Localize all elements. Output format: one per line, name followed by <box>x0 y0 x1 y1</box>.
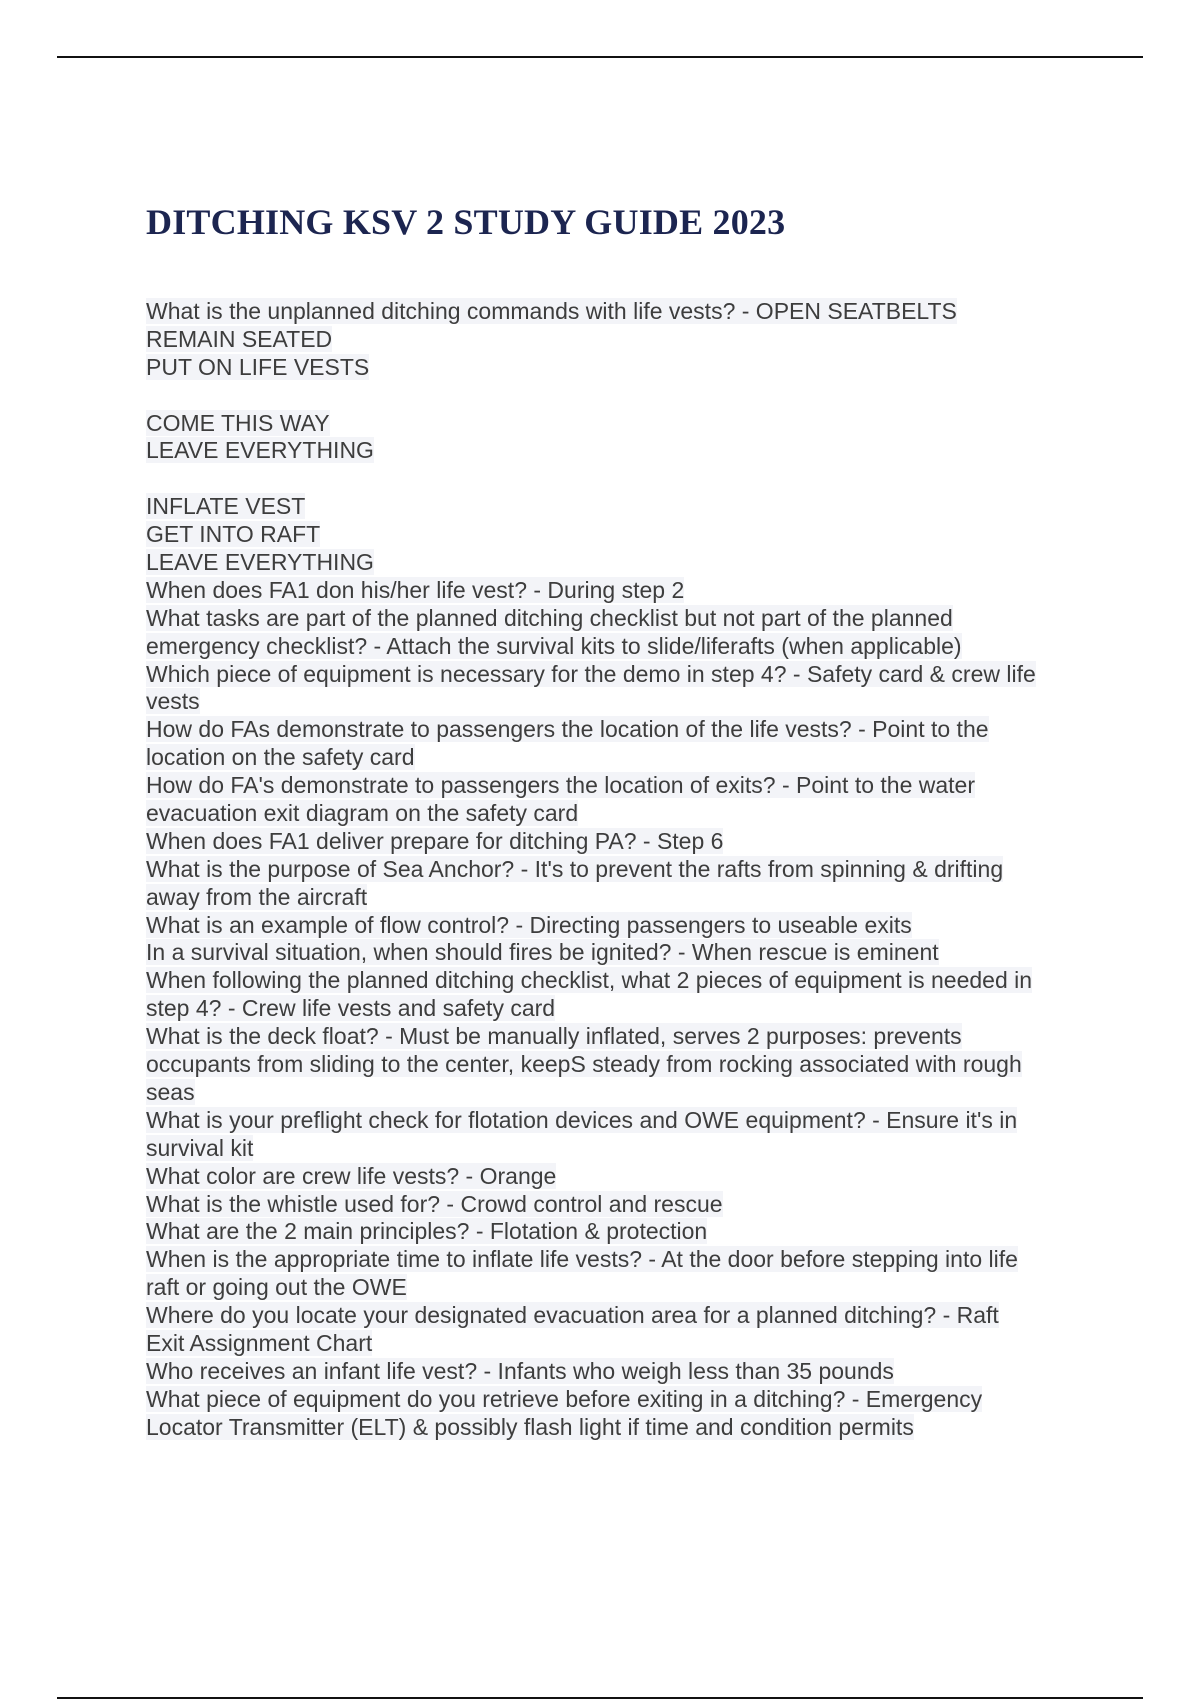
text-line <box>146 521 1106 549</box>
bottom-rule <box>57 1697 1143 1699</box>
text-line <box>146 800 1106 828</box>
text-line-content: What is an example of flow control? - Directing passengers to useable exits <box>146 911 912 938</box>
text-line-content: LEAVE EVERYTHING <box>146 549 374 576</box>
text-line-content: vests <box>146 688 200 715</box>
text-line <box>146 884 1106 912</box>
text-line-content: What color are crew life vests? - Orange <box>146 1162 557 1189</box>
text-line <box>146 410 1106 438</box>
text-line-content: survival kit <box>146 1134 254 1161</box>
text-line-content: INFLATE VEST <box>146 493 306 520</box>
text-line-content: Which piece of equipment is necessary for the demo in step 4? - Safety card & crew life <box>146 660 1036 687</box>
text-line <box>146 1414 1106 1442</box>
text-line-content: When does FA1 deliver prepare for ditching PA? - Step 6 <box>146 827 724 854</box>
text-line <box>146 688 1106 716</box>
top-rule <box>57 56 1143 58</box>
text-line <box>146 577 1106 605</box>
text-line <box>146 856 1106 884</box>
text-line <box>146 912 1106 940</box>
document-title: DITCHING KSV 2 STUDY GUIDE 2023 <box>146 202 786 242</box>
text-line-content: What is the purpose of Sea Anchor? - It's to prevent the rafts from spinning & drifting <box>146 855 1004 882</box>
text-line <box>146 1358 1106 1386</box>
text-line-content: Exit Assignment Chart <box>146 1329 373 1356</box>
text-line <box>146 1218 1106 1246</box>
text-line <box>146 493 1106 521</box>
text-line <box>146 772 1106 800</box>
text-line-content: evacuation exit diagram on the safety card <box>146 800 579 827</box>
text-line <box>146 354 1106 382</box>
text-line <box>146 605 1106 633</box>
text-line-content: What is the unplanned ditching commands with life vests? - OPEN SEATBELTS <box>146 298 957 324</box>
text-line-content: step 4? - Crew life vests and safety card <box>146 995 556 1022</box>
text-line-content: COME THIS WAY <box>146 409 330 436</box>
text-line <box>146 716 1106 744</box>
text-line <box>146 1302 1106 1330</box>
text-line <box>146 437 1106 465</box>
text-line <box>146 967 1106 995</box>
blank-line <box>146 465 1106 493</box>
text-line-content: How do FA's demonstrate to passengers the location of exits? - Point to the water <box>146 772 975 799</box>
text-line-content: LEAVE EVERYTHING <box>146 437 374 464</box>
text-line-content: What are the 2 main principles? - Flotation & protection <box>146 1218 708 1245</box>
text-line <box>146 661 1106 689</box>
text-line <box>146 828 1106 856</box>
text-line-content: What piece of equipment do you retrieve before exiting in a ditching? - Emergency <box>146 1385 983 1412</box>
text-line-content: REMAIN SEATED <box>146 325 333 352</box>
text-line-content: away from the aircraft <box>146 883 368 910</box>
text-line <box>146 1386 1106 1414</box>
text-line <box>146 1079 1106 1107</box>
text-line-content: How do FAs demonstrate to passengers the location of the life vests? - Point to the <box>146 716 989 743</box>
text-line-content: Where do you locate your designated evacuation area for a planned ditching? - Raft <box>146 1302 999 1329</box>
text-line-content: In a survival situation, when should fires be ignited? - When rescue is eminent <box>146 939 939 966</box>
text-line <box>146 1023 1106 1051</box>
text-line <box>146 939 1106 967</box>
text-line <box>146 549 1106 577</box>
text-line-content: raft or going out the OWE <box>146 1274 407 1301</box>
text-line <box>146 1051 1106 1079</box>
text-line <box>146 995 1106 1023</box>
text-line-content: When does FA1 don his/her life vest? - During step 2 <box>146 576 685 603</box>
text-line <box>146 1163 1106 1191</box>
text-line <box>146 1246 1106 1274</box>
text-line-content: What is the deck float? - Must be manually inflated, serves 2 purposes: prevents <box>146 1023 962 1050</box>
text-line-content: emergency checklist? - Attach the survival kits to slide/liferafts (when applicable) <box>146 632 962 659</box>
text-line-content: occupants from sliding to the center, keepS steady from rocking associated with rough <box>146 1051 1022 1078</box>
text-line <box>146 1274 1106 1302</box>
text-line <box>146 744 1106 772</box>
text-line-content: What tasks are part of the planned ditching checklist but not part of the planned <box>146 604 953 631</box>
text-line <box>146 1135 1106 1163</box>
text-line-content: seas <box>146 1078 195 1105</box>
text-line-content: When is the appropriate time to inflate life vests? - At the door before stepping into life <box>146 1246 1018 1273</box>
text-line <box>146 1107 1106 1135</box>
text-line-content: location on the safety card <box>146 744 415 771</box>
text-line-content: Who receives an infant life vest? - Infants who weigh less than 35 pounds <box>146 1357 894 1384</box>
text-line-content: Locator Transmitter (ELT) & possibly flash light if time and condition permits <box>146 1413 914 1440</box>
text-line-content: What is the whistle used for? - Crowd control and rescue <box>146 1190 723 1217</box>
text-line <box>146 298 1106 326</box>
text-line <box>146 1191 1106 1219</box>
blank-line <box>146 382 1106 410</box>
document-body <box>146 298 1106 1442</box>
text-line-content: PUT ON LIFE VESTS <box>146 353 370 380</box>
text-line <box>146 633 1106 661</box>
text-line <box>146 326 1106 354</box>
text-line-content: When following the planned ditching checklist, what 2 pieces of equipment is needed in <box>146 967 1033 994</box>
text-line-content: GET INTO RAFT <box>146 521 321 548</box>
text-line <box>146 1330 1106 1358</box>
text-line-content: What is your preflight check for flotation devices and OWE equipment? - Ensure it's in <box>146 1106 1018 1133</box>
